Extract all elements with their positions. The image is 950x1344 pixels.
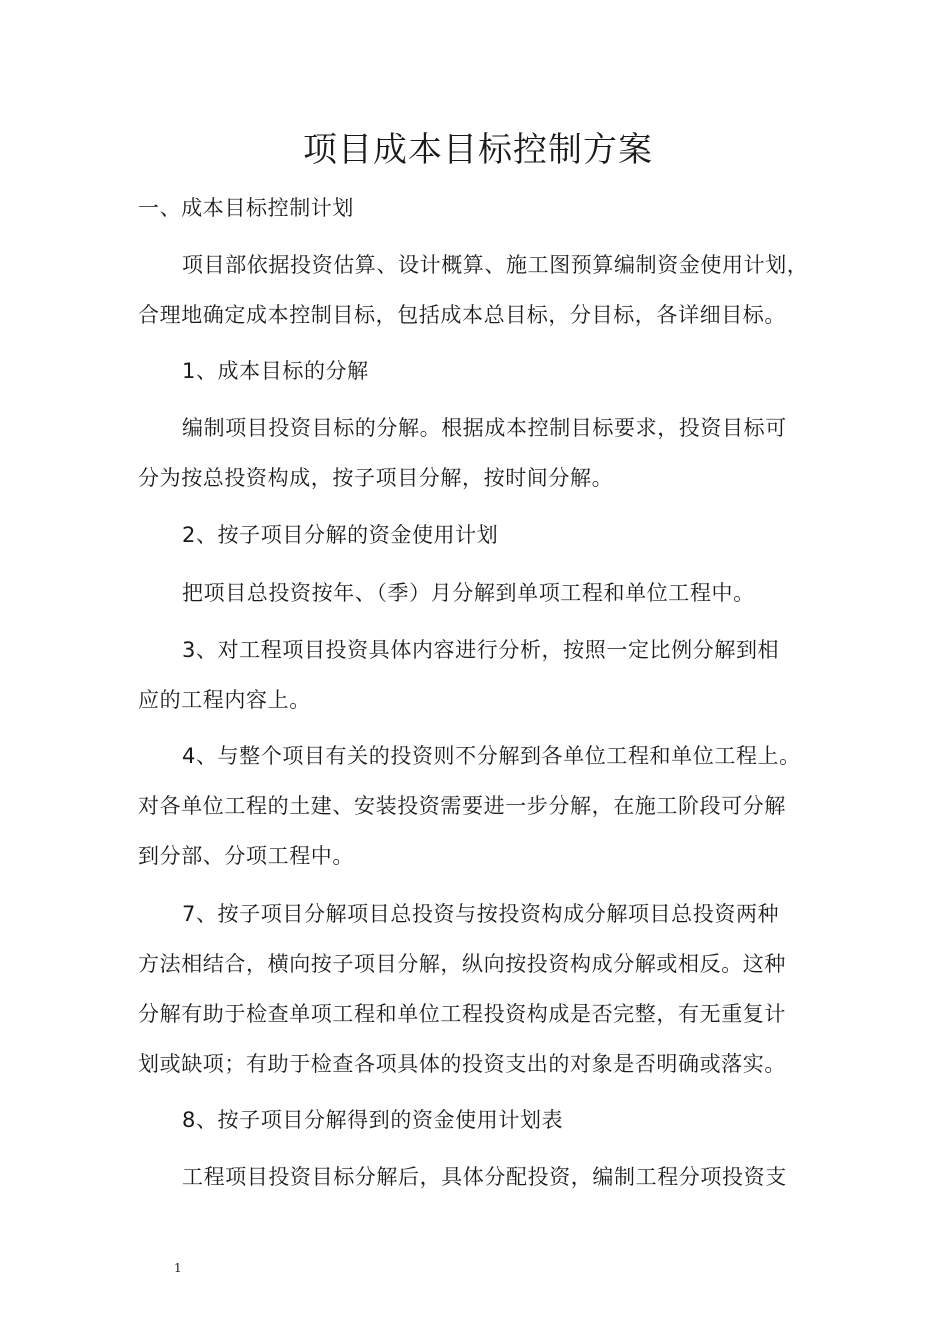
subsection-heading: 2、按子项目分解的资金使用计划 <box>182 523 499 547</box>
paragraph-line: 划或缺项；有助于检查各项具体的投资支出的对象是否明确或落实。 <box>138 1052 786 1076</box>
paragraph-line: 到分部、分项工程中。 <box>138 844 354 868</box>
paragraph-line: 分为按总投资构成，按子项目分解，按时间分解。 <box>138 466 614 490</box>
paragraph-line: 4、与整个项目有关的投资则不分解到各单位工程和单位工程上。 <box>182 744 801 768</box>
subsection-heading: 1、成本目标的分解 <box>182 359 369 383</box>
subsection-heading: 8、按子项目分解得到的资金使用计划表 <box>182 1108 564 1132</box>
paragraph-line: 对各单位工程的土建、安装投资需要进一步分解，在施工阶段可分解 <box>138 794 786 818</box>
document-title: 项目成本目标控制方案 <box>303 130 653 170</box>
paragraph-line: 应的工程内容上。 <box>138 688 311 712</box>
paragraph-line: 项目部依据投资估算、设计概算、施工图预算编制资金使用计划， <box>182 253 809 277</box>
paragraph-line: 工程项目投资目标分解后，具体分配投资，编制工程分项投资支 <box>182 1165 787 1189</box>
paragraph-line: 分解有助于检查单项工程和单位工程投资构成是否完整，有无重复计 <box>138 1002 786 1026</box>
paragraph-line: 方法相结合，横向按子项目分解，纵向按投资构成分解或相反。这种 <box>138 952 786 976</box>
paragraph-line: 把项目总投资按年、（季）月分解到单项工程和单位工程中。 <box>182 581 755 605</box>
page-number: 1 <box>174 1261 182 1275</box>
paragraph-line: 3、对工程项目投资具体内容进行分析，按照一定比例分解到相 <box>182 638 780 662</box>
paragraph-line: 7、按子项目分解项目总投资与按投资构成分解项目总投资两种 <box>182 902 780 926</box>
paragraph-line: 编制项目投资目标的分解。根据成本控制目标要求，投资目标可 <box>182 416 787 440</box>
section-heading: 一、成本目标控制计划 <box>138 196 354 220</box>
paragraph-line: 合理地确定成本控制目标，包括成本总目标，分目标，各详细目标。 <box>138 303 786 327</box>
